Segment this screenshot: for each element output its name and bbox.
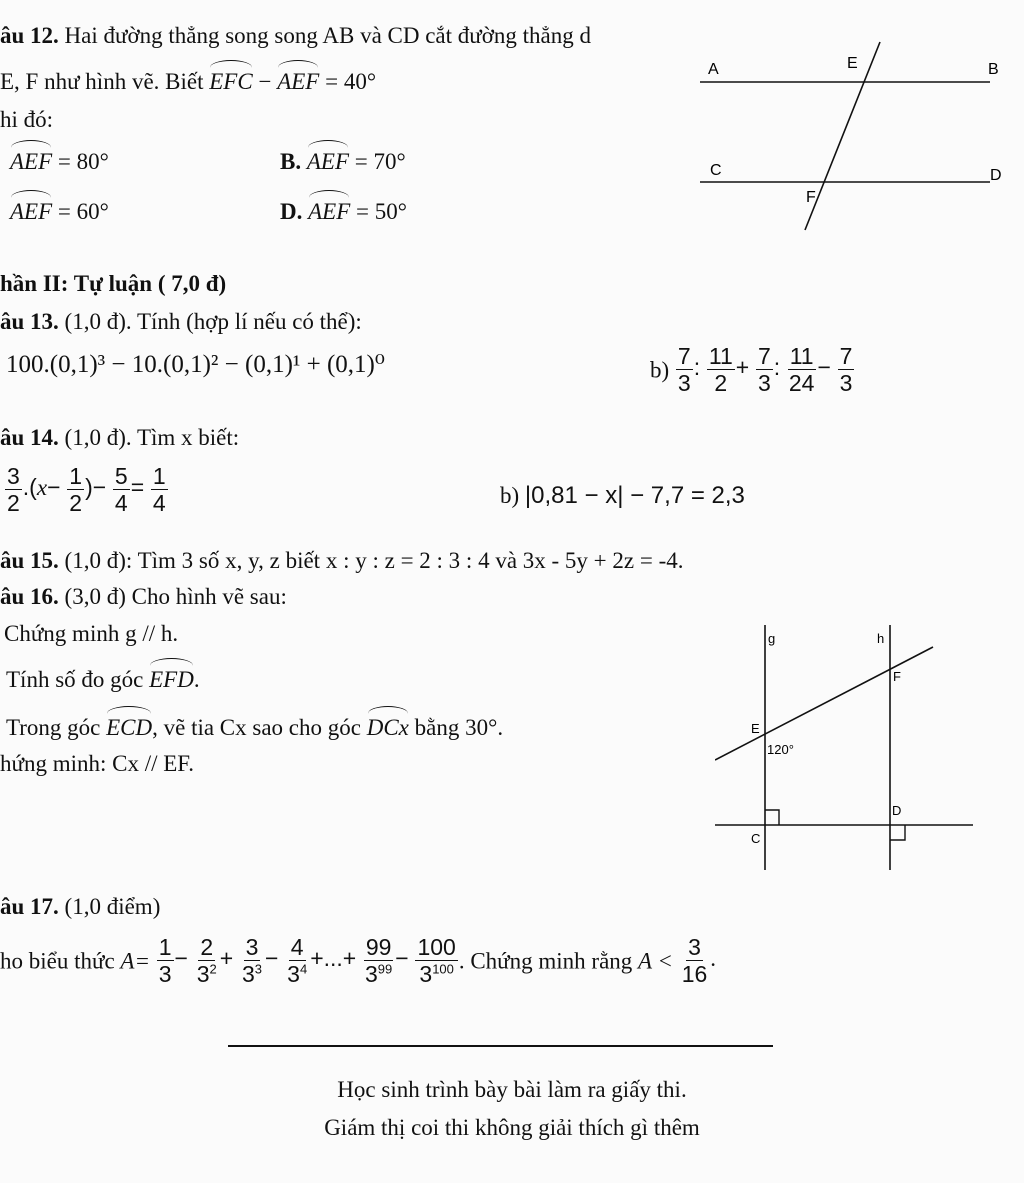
q12-arc-aef: AEF: [277, 69, 320, 94]
q12-text1: Hai đường thẳng song song AB và CD cắt đường thẳng d: [64, 23, 592, 48]
q17-text: (1,0 điểm): [64, 894, 161, 919]
q14-b-label: b): [500, 483, 520, 508]
q14-a: $\frac{3}{2}$ .(x− $\frac{1}{2}$ )− $\frac{5}{4}$ = $\frac{1}{4}$: [7, 463, 166, 517]
q12-line3: hi đó:: [0, 107, 54, 132]
q16-c: [6, 716, 503, 739]
q12-opt-c-arc: AEF: [10, 199, 53, 224]
label-f: F: [893, 669, 901, 684]
q12-minus: −: [258, 69, 272, 94]
q14-text: (1,0 đ). Tìm x biết:: [64, 425, 240, 450]
q14-line: [0, 426, 239, 449]
q12-opt-d-label: D.: [280, 199, 303, 224]
q12-option-d: [280, 200, 407, 223]
q16-b-dot: .: [193, 667, 200, 692]
q12-opt-a-arc: AEF: [10, 149, 53, 174]
q16-c-arc2: DCx: [366, 715, 409, 740]
q13-b-label: b): [650, 357, 670, 383]
q12-figure: [700, 40, 1020, 235]
right-angle-d: [890, 825, 905, 840]
q12-opt-b-arc: AEF: [306, 149, 349, 174]
q13-line: [0, 310, 362, 333]
q14-b-expr: |0,81 − x| − 7,7 = 2,3: [524, 482, 745, 509]
label-c: C: [751, 831, 761, 846]
q16-c-arc: ECD: [106, 715, 153, 740]
line-d: [805, 42, 880, 230]
label-a: A: [708, 61, 719, 78]
q16-c-text1: Trong góc: [6, 715, 101, 740]
label-g: g: [768, 631, 776, 646]
q12-arc-efc: EFC: [209, 69, 253, 94]
label-d: D: [892, 803, 902, 818]
q16-b: [6, 668, 200, 691]
q14-title: âu 14.: [0, 425, 59, 450]
footer-line1: Học sinh trình bày bài làm ra giấy thi.: [337, 1077, 687, 1102]
label-c: C: [710, 162, 722, 179]
q16-text: (3,0 đ) Cho hình vẽ sau:: [64, 584, 287, 609]
q16-d: hứng minh: Cx // EF.: [0, 751, 195, 776]
label-b: B: [988, 61, 999, 78]
q16-line: [0, 585, 287, 608]
q12-option-b: [280, 150, 406, 173]
label-e: E: [751, 721, 760, 736]
q12-text2: E, F như hình vẽ. Biết: [0, 69, 204, 94]
q16-c-text3: bằng 30°.: [414, 715, 504, 740]
line-ef: [715, 647, 933, 760]
q16-c-text2: , vẽ tia Cx sao cho góc: [152, 715, 361, 740]
q12-opt-c-val: = 60°: [57, 199, 109, 224]
right-angle-c: [765, 810, 779, 825]
q16-title: âu 16.: [0, 584, 59, 609]
q17-end: .: [710, 946, 717, 972]
q12-line2: [0, 70, 376, 93]
q12-opt-b-label: B.: [280, 149, 302, 174]
q15-text: (1,0 đ): Tìm 3 số x, y, z biết x : y : z = 2 : 3 : 4 và 3x - 5y + 2z = -4.: [64, 548, 684, 573]
label-d: D: [990, 167, 1002, 184]
q13-b: b) $\frac{7}{3}$ : $\frac{11}{2}$ + $\frac{7}{3}$ : $\frac{11}{24}$ − $\frac{7}{3}$: [650, 343, 853, 397]
q12-opt-d-val: = 50°: [356, 199, 407, 224]
q16-b-arc: EFD: [149, 667, 194, 692]
q13-text: (1,0 đ). Tính (hợp lí nếu có thể):: [64, 309, 362, 334]
label-h: h: [877, 631, 885, 646]
label-f: F: [806, 189, 816, 206]
label-angle: 120°: [767, 742, 794, 757]
q12-opt-d-arc: AEF: [308, 199, 351, 224]
q13-title: âu 13.: [0, 309, 59, 334]
q12-option-a: [10, 150, 109, 173]
q12-line1: [0, 24, 591, 47]
footer-line2: Giám thị coi thi không giải thích gì thêm: [324, 1115, 700, 1140]
q14-b: [500, 484, 745, 508]
q12-value: = 40°: [325, 69, 377, 94]
q16-figure: [715, 615, 975, 877]
q17-a-eq: A=: [120, 948, 150, 974]
q17-intro: ho biểu thức: [0, 948, 115, 974]
q17-a-lt: A <: [638, 948, 673, 974]
q17-line: [0, 895, 160, 918]
part2-title: hần II: Tự luận ( 7,0 đ): [0, 271, 227, 296]
q12-opt-b-val: = 70°: [354, 149, 406, 174]
q17-expression: ho biểu thức A= $\frac{1}{3}$ − $\frac{2}{3^2}$ + $\frac{3}{3^3}$ − $\frac{4}{3^4}$ +...+ $\frac{99}{3^{99}}$ − $\frac{100}{3^{100}}$ . Chứng minh rằng A < $\frac{3}{16}$ .: [0, 934, 717, 988]
q12-option-c: [10, 200, 109, 223]
q15-line: [0, 549, 684, 572]
q17-dots: +...+: [310, 945, 357, 972]
q13-a: 100.(0,1)³ − 10.(0,1)² − (0,1)¹ + (0,1)⁰: [6, 351, 385, 378]
q12-title: âu 12.: [0, 23, 59, 48]
label-e: E: [847, 55, 858, 72]
footer-divider: [228, 1045, 773, 1047]
q17-title: âu 17.: [0, 894, 59, 919]
q17-prove: . Chứng minh rằng: [458, 948, 633, 974]
q16-a: Chứng minh g // h.: [4, 621, 179, 646]
q16-b-text: Tính số đo góc: [6, 667, 144, 692]
q15-title: âu 15.: [0, 548, 59, 573]
q12-opt-a-val: = 80°: [57, 149, 109, 174]
